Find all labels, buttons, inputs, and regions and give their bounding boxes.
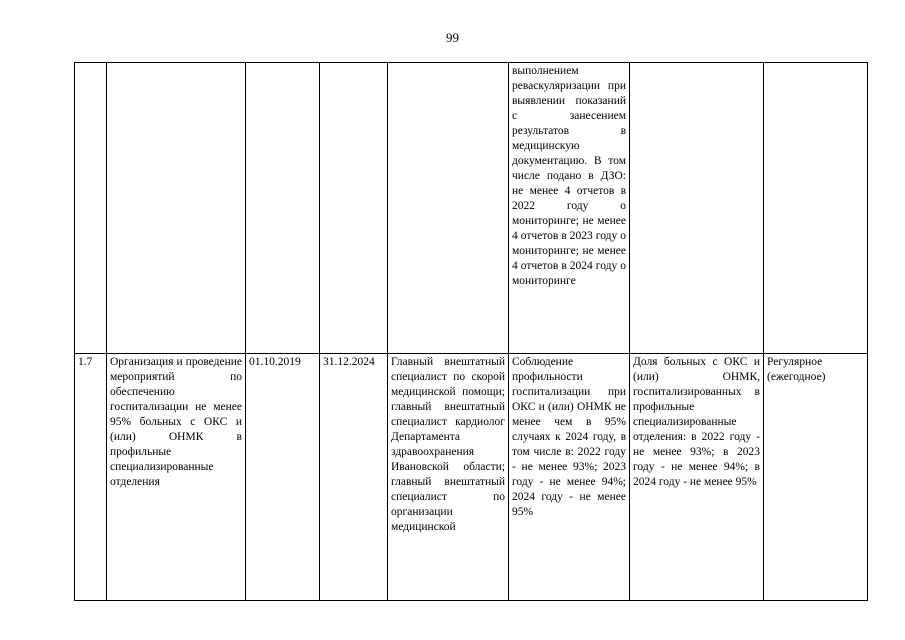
plan-table: [74, 62, 868, 601]
result-cell: выполнением реваскуляризации при выявлении показаний с занесением результатов в медицинскую документацию. В том числе подано в ДЗО: не менее 4 отчетов в 2022 году о мониторинге; не менее 4 отчетов в 2023 году о мониторинге; не менее 4 отчетов в 2024 году о мониторинге: [509, 63, 630, 354]
frequency-cell: Регулярное (ежегодное): [764, 354, 868, 601]
table-row: [75, 63, 868, 354]
start-date-cell: [246, 63, 320, 354]
frequency-cell: [764, 63, 868, 354]
responsible-cell: Главный внештатный специалист по скорой медицинской помощи; главный внештатный специалист кардиолог Департамента здравоохранения Ивановской области; главный внештатный специалист по организации медицинской: [388, 354, 509, 601]
row-number-cell: 1.7: [75, 354, 107, 601]
result-cell: Соблюдение профильности госпитализации при ОКС и (или) ОНМК не менее чем в 95% случаях к 2024 году, в том числе в: 2022 году - не менее 93%; 2023 году - не менее 94%; 2024 году - не менее 95%: [509, 354, 630, 601]
end-date-cell: [320, 63, 388, 354]
end-date-cell: 31.12.2024: [320, 354, 388, 601]
indicator-cell: [630, 63, 764, 354]
indicator-cell: Доля больных с ОКС и (или) ОНМК, госпитализированных в профильные специализированные отделения: в 2022 году - не менее 93%; в 2023 году - не менее 94%; в 2024 году - не менее 95%: [630, 354, 764, 601]
table-row: [75, 354, 868, 601]
start-date-cell: 01.10.2019: [246, 354, 320, 601]
responsible-cell: [388, 63, 509, 354]
event-cell: Организация и проведение мероприятий по обеспечению госпитализации не менее 95% больных с ОКС и (или) ОНМК в профильные специализированные отделения: [107, 354, 246, 601]
page-number: 99: [446, 30, 459, 45]
row-number-cell: [75, 63, 107, 354]
event-cell: [107, 63, 246, 354]
